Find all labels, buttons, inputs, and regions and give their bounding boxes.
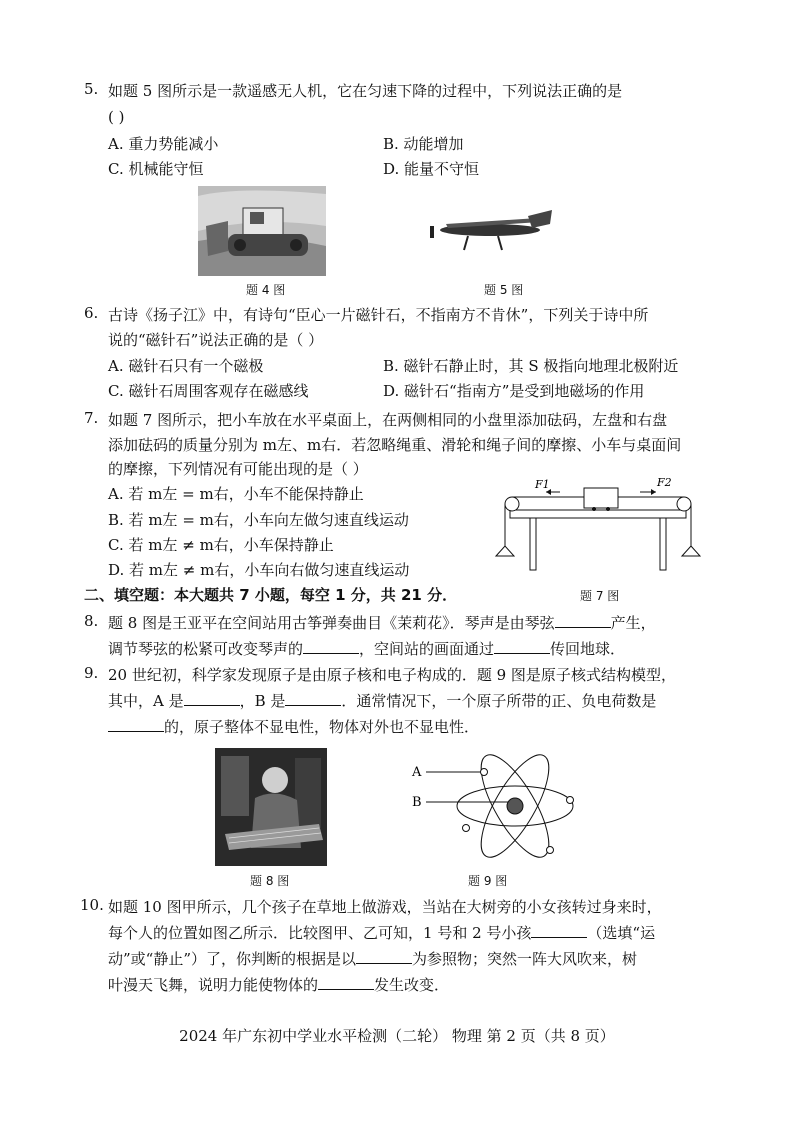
fig7-f2-label: F2 [657, 476, 672, 489]
q9-text-2c: ．通常情况下，一个原子所带的正、负电荷数是 [341, 692, 657, 710]
page-footer: 2024 年广东初中学业水平检测（二轮） 物理 第 2 页（共 8 页） [179, 1027, 615, 1045]
q10-text-3b: 为参照物；突然一阵大风吹来，树 [412, 950, 638, 968]
q10-line4 [108, 974, 449, 996]
q9-blank-1[interactable] [184, 691, 240, 706]
q5-option-b: B. 动能增加 [383, 135, 464, 153]
q8-text-2a: 调节琴弦的松紧可改变琴声的 [108, 640, 304, 658]
q5-number: 5. [84, 80, 99, 98]
q8-blank-1[interactable] [555, 613, 611, 628]
q8-blank-2[interactable] [303, 639, 359, 654]
q5-stem-line2: ( ) [108, 108, 125, 126]
q7-option-b: B. 若 m左 = m右，小车向左做匀速直线运动 [108, 511, 409, 529]
q8-blank-3[interactable] [494, 639, 550, 654]
q6-option-c: C. 磁针石周围客观存在磁感线 [108, 382, 309, 400]
q7-option-c: C. 若 m左 ≠ m右，小车保持静止 [108, 536, 334, 554]
q5-option-d: D. 能量不守恒 [383, 160, 480, 178]
q5-stem-line1: 如题 5 图所示是一款遥感无人机，它在匀速下降的过程中，下列说法正确的是 [108, 82, 623, 100]
fig9-caption: 题 9 图 [468, 874, 508, 888]
q10-line1: 如题 10 图甲所示，几个孩子在草地上做游戏，当站在大树旁的小女孩转过身来时， [108, 898, 662, 916]
q10-text-4b: 发生改变． [374, 976, 450, 994]
q6-option-b: B. 磁针石静止时，其 S 极指向地理北极附近 [383, 357, 679, 375]
q9-line2 [108, 690, 656, 712]
fig7-table-diagram [490, 470, 710, 580]
q7-option-a: A. 若 m左 = m右，小车不能保持静止 [108, 485, 364, 503]
q8-text-1b: 产生， [610, 614, 656, 632]
fig9-label-a: A [412, 765, 422, 780]
fig9-atom-model [400, 748, 620, 870]
q7-number: 7. [84, 409, 99, 427]
q10-line2 [108, 922, 655, 944]
q10-blank-3[interactable] [318, 975, 374, 990]
q9-text-2b: ，B 是 [239, 692, 286, 710]
section-2-header: 二、填空题：本大题共 7 小题，每空 1 分，共 21 分． [84, 586, 458, 604]
q6-stem-line2: 说的“磁针石”说法正确的是（ ） [108, 331, 324, 349]
q5-option-c: C. 机械能守恒 [108, 160, 204, 178]
q8-text-2c: 传回地球． [550, 640, 626, 658]
q9-line3 [108, 716, 479, 738]
q9-blank-3[interactable] [108, 717, 164, 732]
q10-blank-1[interactable] [531, 923, 587, 938]
q7-stem-line2: 添加砝码的质量分别为 m左、m右．若忽略绳重、滑轮和绳子间的摩擦、小车与桌面间 [108, 436, 682, 454]
q9-number: 9. [84, 664, 99, 682]
q6-option-a: A. 磁针石只有一个磁极 [108, 357, 264, 375]
q9-blank-2[interactable] [285, 691, 341, 706]
q9-text-2a: 其中，A 是 [108, 692, 184, 710]
q9-text-3b: 的，原子整体不显电性，物体对外也不显电性． [164, 718, 480, 736]
fig4-caption: 题 4 图 [246, 283, 286, 297]
q7-stem-line3: 的摩擦，下列情况有可能出现的是（ ） [108, 460, 368, 478]
q6-stem-line1: 古诗《扬子江》中，有诗句“臣心一片磁针石，不指南方不肯休”，下列关于诗中所 [108, 306, 649, 324]
fig8-caption: 题 8 图 [250, 874, 290, 888]
q10-text-3a: 动”或“静止”）了，你判断的根据是以 [108, 950, 357, 968]
q10-blank-2[interactable] [356, 949, 412, 964]
q7-option-d: D. 若 m左 ≠ m右，小车向右做匀速直线运动 [108, 561, 410, 579]
fig4-bulldozer-photo [198, 186, 326, 276]
q6-number: 6. [84, 304, 99, 322]
q8-line2 [108, 638, 625, 660]
q10-number: 10. [80, 896, 104, 914]
q8-line1 [108, 612, 656, 634]
q5-option-a: A. 重力势能减小 [108, 135, 219, 153]
q9-line1: 20 世纪初，科学家发现原子是由原子核和电子构成的．题 9 图是原子核式结构模型， [108, 666, 676, 684]
fig5-drone-image [428, 206, 556, 256]
q7-stem-line1: 如题 7 图所示，把小车放在水平桌面上，在两侧相同的小盘里添加砝码，左盘和右盘 [108, 411, 668, 429]
q8-text-2b: ，空间站的画面通过 [359, 640, 495, 658]
q10-text-4a: 叶漫天飞舞，说明力能使物体的 [108, 976, 319, 994]
q10-text-2a: 每个人的位置如图乙所示．比较图甲、乙可知，1 号和 2 号小孩 [108, 924, 532, 942]
q10-line3 [108, 948, 637, 970]
fig8-guzheng-photo [215, 748, 327, 866]
q8-text-1a: 题 8 图是王亚平在空间站用古筝弹奏曲目《茉莉花》．琴声是由琴弦 [108, 614, 555, 632]
q10-text-2b: （选填“运 [587, 924, 656, 942]
fig5-caption: 题 5 图 [484, 283, 524, 297]
fig7-f1-label: F1 [535, 478, 550, 491]
q8-number: 8. [84, 612, 99, 630]
q6-option-d: D. 磁针石“指南方”是受到地磁场的作用 [383, 382, 645, 400]
fig9-label-b: B [412, 795, 422, 810]
fig7-caption: 题 7 图 [580, 589, 620, 603]
